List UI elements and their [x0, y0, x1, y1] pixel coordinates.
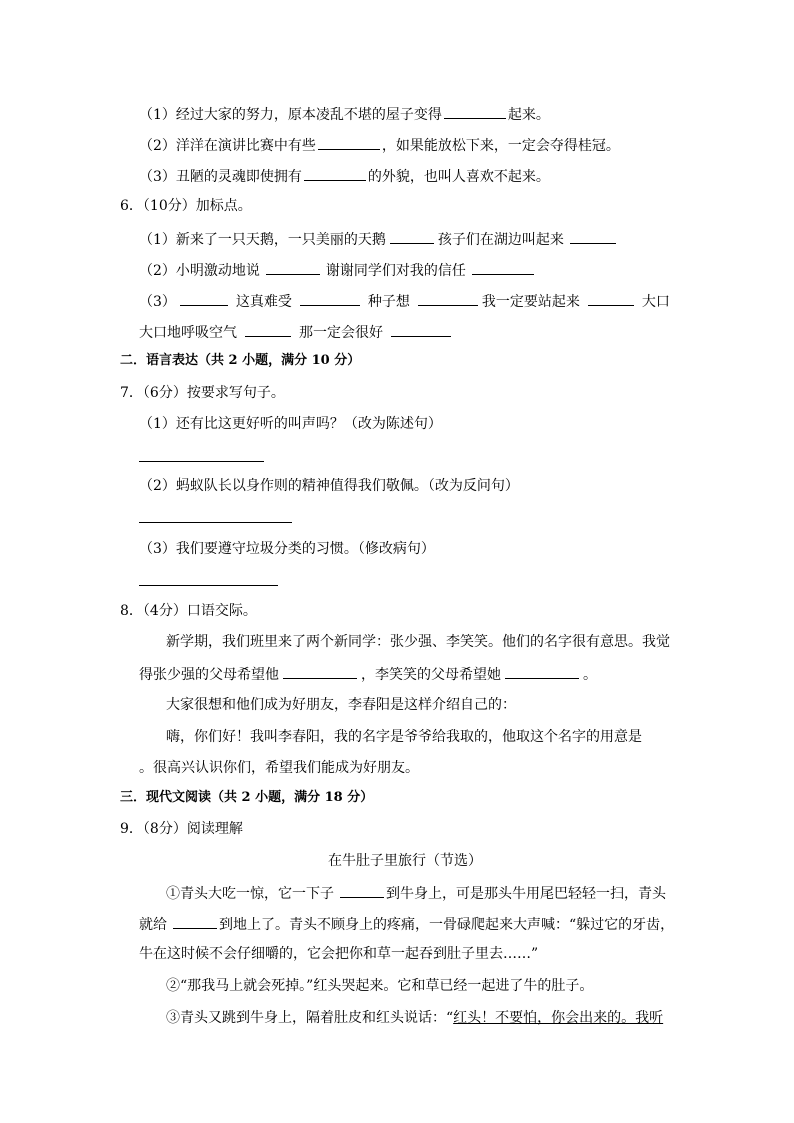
q6-item-2-text: （2）小明激动地说	[139, 263, 260, 279]
answer-blank[interactable]	[390, 229, 434, 244]
q6-item-3-text-b: 这真难受	[235, 294, 292, 310]
answer-blank[interactable]	[570, 229, 616, 244]
answer-blank[interactable]	[418, 291, 478, 306]
q8-heading: 8．（4分）口语交际。	[120, 603, 257, 619]
q5-item-1-tail: 起来。	[507, 107, 550, 123]
answer-blank[interactable]	[588, 291, 634, 306]
q6-item-3-cont	[139, 322, 459, 342]
q5-item-3-tail: 的外貌，也叫人喜欢不起来。	[367, 169, 550, 185]
answer-blank[interactable]	[505, 664, 579, 679]
q5-item-2	[139, 135, 620, 155]
q6-item-3-text-g: 那一定会很好	[299, 325, 383, 341]
answer-blank[interactable]	[266, 260, 320, 275]
answer-line[interactable]	[139, 585, 278, 586]
q6-item-3-text-d: 我一定要站起来	[481, 294, 580, 310]
answer-blank[interactable]	[245, 322, 291, 337]
q7-item-1: （1）还有比这更好听的叫声吗？（改为陈述句）	[139, 416, 442, 432]
answer-blank[interactable]	[340, 883, 384, 898]
section-3-heading: 三．现代文阅读（共 2 小题，满分 18 分）	[120, 790, 374, 805]
answer-blank[interactable]	[444, 104, 506, 119]
q8-para-1a: 新学期，我们班里来了两个新同学：张少强、李笑笑。他们的名字很有意思。我觉	[166, 634, 670, 650]
passage-para-1b-tail: 到地上了。青头不顾身上的疼痛，一骨碌爬起来大声喊：“躲过它的牙齿，	[219, 917, 675, 933]
q6-item-3-text-e: 大口	[641, 294, 670, 310]
q7-item-2: （2）蚂蚁队长以身作则的精神值得我们敬佩。（改为反问句）	[139, 478, 519, 494]
passage-para-2: ②“那我马上就会死掉。”红头哭起来。它和草已经一起进了牛的肚子。	[166, 978, 594, 994]
q6-item-1-text-b: 孩子们在湖边叫起来	[437, 232, 564, 248]
q8-para-3a: 嗨，你们好！我叫李春阳，我的名字是爷爷给我取的，他取这个名字的用意是	[166, 729, 642, 745]
q8-para-2: 大家很想和他们成为好朋友，李春阳是这样介绍自己的：	[166, 697, 516, 713]
answer-line[interactable]	[139, 522, 292, 523]
q8-para-3b: 。很高兴认识你们，希望我们能成为好朋友。	[139, 760, 419, 776]
q6-item-3-text: （3）	[139, 294, 176, 310]
answer-blank[interactable]	[300, 291, 360, 306]
q6-item-2-text-b: 谢谢同学们对我的信任	[325, 263, 466, 279]
q8-para-1b	[139, 664, 597, 684]
q6-item-1	[139, 229, 622, 249]
q8-para-1b-text: 得张少强的父母希望他	[139, 667, 279, 683]
passage-para-3	[166, 1009, 663, 1027]
q5-item-1-text: （1）经过大家的努力，原本凌乱不堪的屋子变得	[139, 107, 442, 123]
passage-para-1a-tail: 到牛身上，可是那头牛用尾巴轻轻一扫，青头	[386, 886, 666, 902]
answer-blank[interactable]	[391, 322, 451, 337]
passage-title: 在牛肚子里旅行（节选）	[328, 853, 482, 869]
q8-para-1b-mid: ，李笑笑的父母希望她	[361, 667, 501, 683]
q5-item-2-text: （2）洋洋在演讲比赛中有些	[139, 138, 316, 154]
section-2-heading: 二．语言表达（共 2 小题，满分 10 分）	[120, 353, 361, 368]
q5-item-2-tail: ，如果能放松下来，一定会夺得桂冠。	[381, 138, 620, 154]
q8-para-1b-end: 。	[583, 667, 597, 683]
q6-item-3-text-f: 大口地呼吸空气	[139, 325, 237, 341]
q6-item-3	[139, 291, 670, 311]
passage-para-1c: 牛在这时候不会仔细嚼的，它会把你和草一起吞到肚子里去……”	[139, 946, 539, 962]
passage-para-1b	[139, 914, 674, 934]
q6-item-2	[139, 260, 540, 280]
passage-para-1a	[166, 883, 666, 903]
q6-item-3-text-c: 种子想	[367, 294, 410, 310]
answer-blank[interactable]	[304, 166, 366, 181]
q5-item-3-text: （3）丑陋的灵魂即使拥有	[139, 169, 302, 185]
answer-blank[interactable]	[180, 291, 228, 306]
underlined-sentence: 红头！不要怕，你会出来的。我听	[453, 1010, 664, 1026]
passage-para-3-text: ③青头又跳到牛身上，隔着肚皮和红头说话：“	[166, 1010, 454, 1026]
q9-heading: 9．（8分）阅读理解	[120, 821, 243, 837]
q6-item-1-text: （1）新来了一只天鹅，一只美丽的天鹅	[139, 232, 386, 248]
q5-item-1	[139, 104, 550, 124]
answer-blank[interactable]	[472, 260, 534, 275]
passage-para-1a-text: ①青头大吃一惊，它一下子	[166, 886, 334, 902]
answer-line[interactable]	[139, 461, 264, 462]
answer-blank[interactable]	[283, 664, 357, 679]
answer-blank[interactable]	[173, 914, 217, 929]
answer-blank[interactable]	[318, 135, 380, 150]
passage-para-1b-text: 就给	[139, 917, 167, 933]
q5-item-3	[139, 166, 550, 186]
q7-heading: 7．（6分）按要求写句子。	[120, 385, 285, 401]
q6-heading: 6．（10分）加标点。	[120, 198, 252, 214]
q7-item-3: （3）我们要遵守垃圾分类的习惯。（修改病句）	[139, 541, 435, 557]
